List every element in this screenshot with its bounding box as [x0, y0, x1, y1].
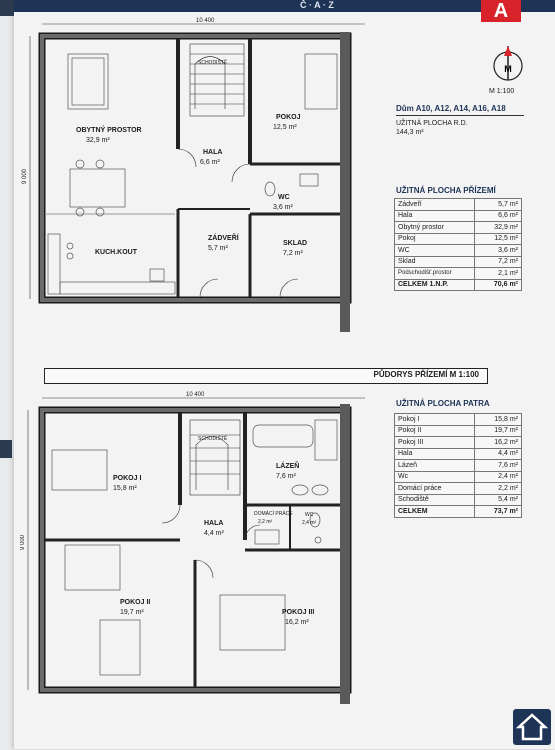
divider [396, 115, 524, 116]
room-sklad-area: 7,2 m² [283, 250, 303, 257]
upper-width-dimension: 10 400 [186, 392, 205, 398]
room-wc-label: WC [278, 194, 290, 201]
house-title: Dům A10, A12, A14, A16, A18 [396, 104, 506, 113]
table-total-row: CELKEM 1.N.P. 70,6 m² [395, 279, 522, 291]
room-pokoj-i-area: 15,8 m² [113, 485, 137, 492]
table-row: Hala 6,6 m² [395, 210, 522, 222]
room-pokoj-iii-label: POKOJ III [282, 609, 315, 616]
table-row: Pokoj 12,5 m² [395, 233, 522, 245]
room-pokoj-ii-label: POKOJ II [120, 599, 151, 606]
upper-room-hala-label: HALA [204, 520, 224, 527]
room-domaci-prace-label: DOMÁCÍ PRÁCE [254, 511, 293, 517]
room-lazen-label: LÁZEŇ [276, 463, 300, 470]
table-row: Zádveří 5,7 m² [395, 199, 522, 211]
room-pokoj-ii-area: 19,7 m² [120, 609, 144, 616]
ground-height-dimension: 9 000 [22, 168, 28, 184]
brand-logo-icon-2 [0, 440, 12, 458]
room-pokoj-area: 12,5 m² [273, 124, 297, 131]
table-row: Domácí práce 2,2 m² [395, 483, 522, 495]
room-pokoj-iii-area: 16,2 m² [285, 619, 309, 626]
svg-text:M: M [504, 64, 512, 74]
table-row: Wc 2,4 m² [395, 471, 522, 483]
ground-area-table [394, 198, 522, 291]
upper-room-wc-label: WC [305, 512, 314, 518]
total-area-value: 144,3 m² [396, 129, 424, 136]
table-row: Hala 4,4 m² [395, 448, 522, 460]
room-obytny-prostor-label: OBYTNÝ PROSTOR [76, 127, 142, 134]
room-lazen-area: 7,6 m² [276, 473, 296, 480]
ground-floor-plan [20, 14, 390, 359]
table-row: Pokoj II 19,7 m² [395, 425, 522, 437]
room-schodiste-label: SCHODIŠTĚ [198, 60, 228, 66]
room-zadveri-label: ZÁDVEŘÍ [208, 235, 239, 242]
room-pokoj-label: POKOJ [276, 114, 301, 121]
table-row: Podschodišť.prostor 2,1 m² [395, 268, 522, 280]
table-total-row: CELKEM 73,7 m² [395, 506, 522, 518]
house-type-badge: A [481, 0, 521, 22]
upper-room-hala-area: 4,4 m² [204, 530, 224, 537]
header-text: Č · A · Z [300, 0, 334, 10]
upper-area-table [394, 413, 522, 518]
total-area-label: UŽITNÁ PLOCHA R.D. [396, 120, 468, 127]
room-wc-area: 3,6 m² [273, 204, 293, 211]
room-domaci-prace-area: 2,2 m² [258, 519, 273, 525]
table-row: Pokoj III 16,2 m² [395, 437, 522, 449]
room-zadveri-area: 5,7 m² [208, 245, 228, 252]
room-sklad-label: SKLAD [283, 240, 308, 247]
table-row: WC 3,6 m² [395, 245, 522, 257]
room-obytny-prostor-area: 32,9 m² [86, 137, 110, 144]
ground-table-title: UŽITNÁ PLOCHA PŘÍZEMÍ [396, 186, 496, 195]
table-row: Lázeň 7,6 m² [395, 460, 522, 472]
table-row: Sklad 7,2 m² [395, 256, 522, 268]
room-kuch-kout-label: KUCH.KOUT [95, 249, 137, 256]
upper-height-dimension: 9 000 [20, 534, 26, 550]
plan-caption-text: PŮDORYS PŘÍZEMÍ M 1:100 [373, 370, 479, 379]
room-hala-area: 6,6 m² [200, 159, 220, 166]
room-hala-label: HALA [203, 149, 223, 156]
table-row: Pokoj I 15,8 m² [395, 414, 522, 426]
home-icon[interactable] [513, 709, 551, 745]
table-row: Obytný prostor 32,9 m² [395, 222, 522, 234]
upper-room-wc-area: 2,4 m² [302, 520, 317, 526]
upper-table-title: UŽITNÁ PLOCHA PATRA [396, 399, 490, 408]
room-pokoj-i-label: POKOJ I [113, 475, 142, 482]
header-bar [0, 0, 555, 12]
upper-room-schodiste-label: SCHODIŠTĚ [198, 436, 228, 442]
scale-label: M 1:100 [489, 88, 515, 95]
north-arrow-icon [488, 42, 528, 86]
ground-plan-caption [44, 368, 488, 384]
brand-logo-icon [0, 0, 14, 16]
table-row: Schodiště 5,4 m² [395, 494, 522, 506]
upper-floor-plan [20, 390, 390, 710]
ground-width-dimension: 10 400 [196, 18, 215, 24]
